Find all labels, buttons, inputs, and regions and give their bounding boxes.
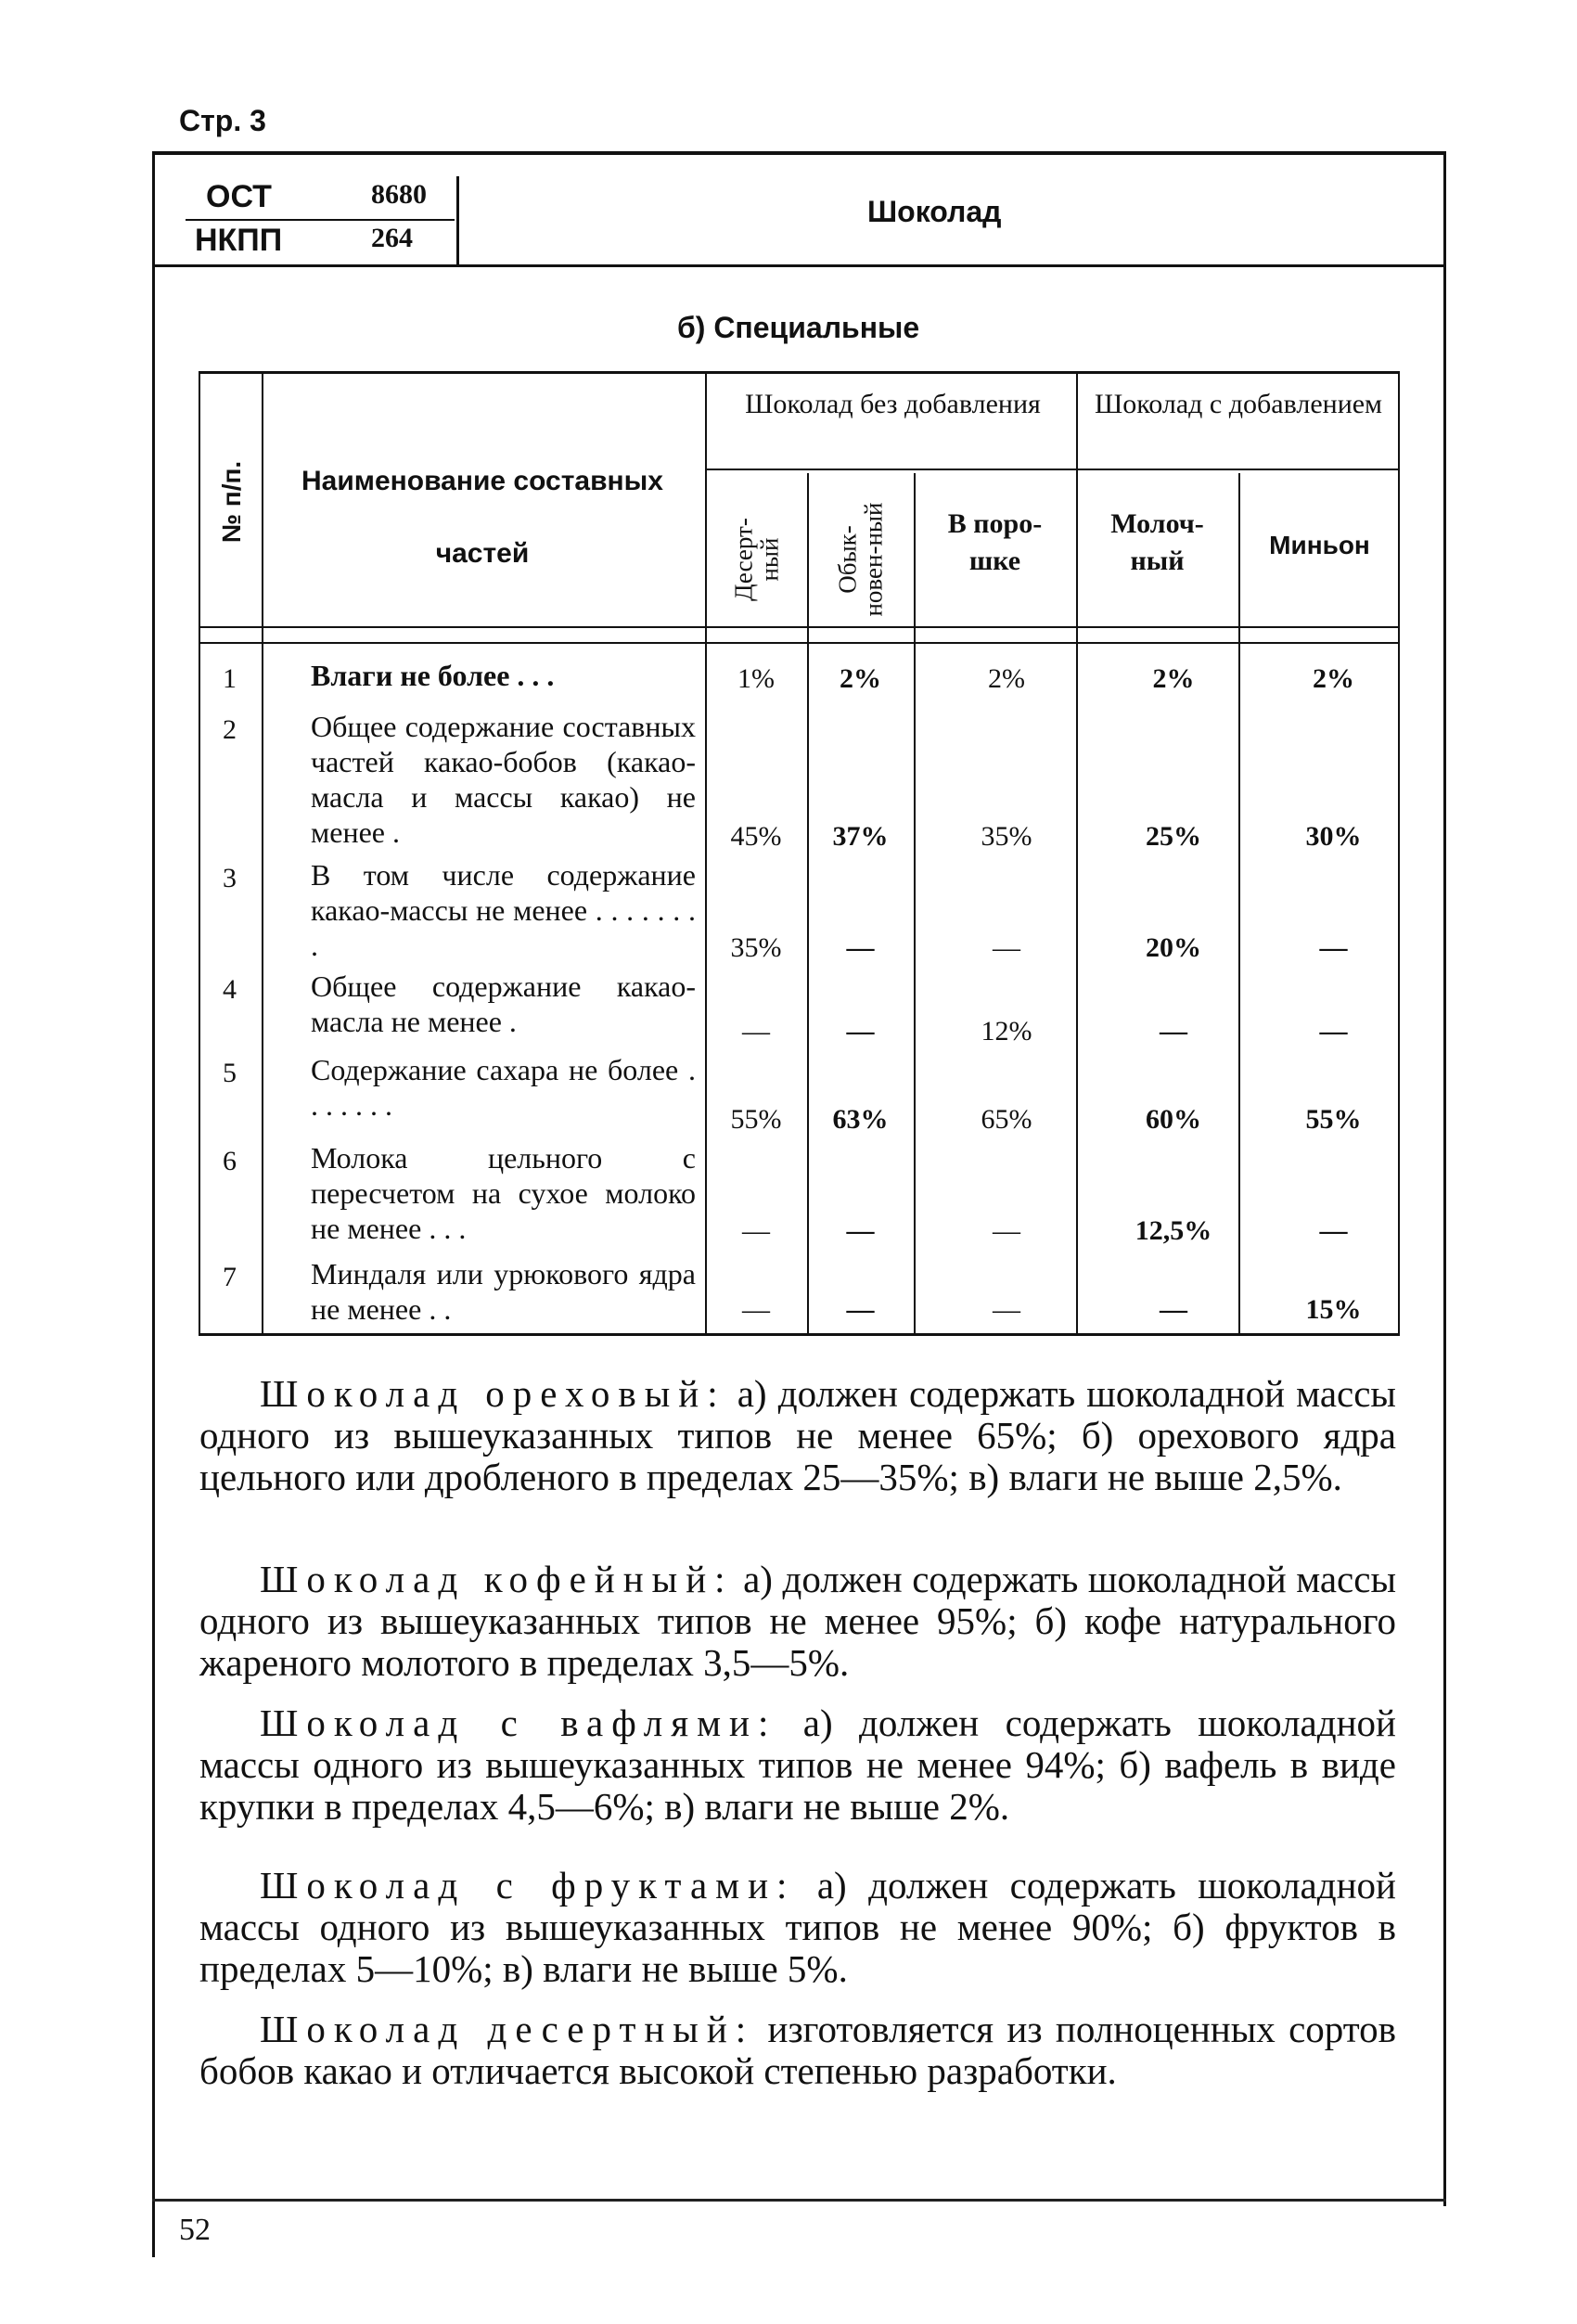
row-value: — — [846, 932, 875, 963]
row-value: — — [846, 1016, 875, 1046]
row-value: — — [742, 1016, 770, 1046]
row-value: — — [993, 1294, 1020, 1325]
row-value: — — [1160, 1016, 1187, 1046]
table-vline-number — [262, 371, 263, 1336]
row-value: — — [742, 1294, 770, 1325]
row-number: 7 — [223, 1262, 237, 1292]
section-title: б) Специальные — [677, 311, 920, 344]
table-vline-name — [705, 371, 707, 1336]
sub-header-dessert: Десерт-ный — [729, 518, 784, 601]
sub-header-milk: Молоч-ный — [1110, 508, 1204, 576]
row-value: — — [1319, 1215, 1348, 1246]
row-name: Общее содержание какао-масла не менее . — [311, 969, 696, 1038]
table-vline-group — [1076, 371, 1078, 1336]
header-fraction-line — [186, 219, 455, 221]
row-value: 25% — [1146, 821, 1201, 852]
row-value: — — [1160, 1294, 1187, 1325]
row-value: 2% — [988, 663, 1025, 694]
row-value: 12,5% — [1135, 1215, 1212, 1246]
standard-number-top: 8680 — [371, 179, 427, 210]
header-divider — [456, 176, 459, 264]
row-value: 55% — [1305, 1104, 1362, 1135]
col-name-header: Наименование составных частей — [301, 466, 663, 569]
paragraph-text: а) должен содержать шоколадной массы одного из вышеуказанных типов не менее 94%; б) вафель в виде крупки в пределах 4,5—6%; в) влаги не выше 2%. — [199, 1701, 1396, 1828]
row-value: 15% — [1305, 1294, 1362, 1325]
sub-header-ordinary: Обык-новен-ный — [833, 502, 888, 617]
paragraph-lead: Шоколад с фруктами: — [260, 1864, 796, 1907]
row-value: 45% — [730, 821, 782, 852]
row-name: Миндаля или урюкового ядра не менее . . — [311, 1257, 696, 1326]
group-header-without: Шоколад без добавления — [745, 389, 1041, 419]
table-body-line — [199, 642, 1400, 644]
row-number: 4 — [223, 974, 237, 1005]
paragraph — [199, 1865, 1396, 1990]
row-value: — — [993, 1215, 1020, 1246]
col-number-header: № п/п. — [217, 460, 246, 544]
row-value: 65% — [981, 1104, 1032, 1135]
table-top-line — [199, 371, 1400, 374]
row-name: В том числе содержание какао-массы не менее . . . . . . . . — [311, 858, 696, 962]
standard-top: ОСТ — [206, 179, 272, 214]
paragraph-text: изготовляется из полноценных сортов бобов какао и отличается высокой степенью разработки. — [199, 2008, 1396, 2092]
table-bottom-line — [199, 1333, 1400, 1336]
frame-line-left — [152, 151, 155, 2257]
row-value: 30% — [1305, 821, 1362, 852]
page-label: Стр. 3 — [179, 104, 266, 137]
paragraph — [199, 1373, 1396, 1498]
row-value: 37% — [832, 821, 889, 852]
row-value: 35% — [730, 932, 782, 963]
table-vline-sub4 — [1238, 473, 1240, 1336]
row-value: — — [1319, 1016, 1348, 1046]
row-value: 2% — [1152, 663, 1195, 694]
paragraph — [199, 1559, 1396, 1684]
row-number: 2 — [223, 714, 237, 745]
standard-bottom: НКПП — [195, 223, 283, 258]
table-vline-left — [199, 371, 200, 1336]
row-value: — — [742, 1215, 770, 1246]
frame-line-header-bottom — [152, 264, 1446, 267]
paragraph-text: а) должен содержать шоколадной массы одного из вышеуказанных типов не менее 65%; б) орехового ядра цельного или дробленого в пределах 25—35%; в) влаги не выше 2,5%. — [199, 1372, 1396, 1498]
row-number: 6 — [223, 1146, 237, 1176]
document-title: Шоколад — [867, 195, 1002, 228]
frame-line-bottom — [152, 2199, 1446, 2202]
paragraph-lead: Шоколад с вафлями: — [260, 1701, 777, 1744]
sub-header-powder: В поро-шке — [947, 508, 1043, 576]
sub-header-mignon: Миньон — [1269, 531, 1370, 559]
row-value: 1% — [737, 663, 775, 694]
row-name: Влаги не более . . . — [311, 659, 555, 692]
row-number: 3 — [223, 863, 237, 893]
frame-line-top — [152, 151, 1446, 155]
paragraph-lead: Шоколад десертный: — [260, 2008, 755, 2050]
paragraph-lead: Шоколад кофейный: — [260, 1558, 734, 1600]
row-number: 1 — [223, 663, 237, 694]
row-name: Содержание сахара не более . . . . . . . — [311, 1053, 696, 1122]
row-name: Общее содержание составных частей какао-бобов (какао-масла и массы какао) не менее . — [311, 710, 696, 849]
row-value: — — [1319, 932, 1348, 963]
row-value: 2% — [1313, 663, 1354, 694]
row-value: 60% — [1146, 1104, 1201, 1135]
standard-number-bottom: 264 — [371, 223, 413, 253]
table-vline-sub1 — [807, 473, 809, 1336]
row-value: — — [846, 1215, 875, 1246]
frame-line-right — [1443, 151, 1446, 2206]
table-group-line — [705, 469, 1398, 470]
row-value: 12% — [981, 1016, 1032, 1046]
row-value: — — [846, 1294, 875, 1325]
row-number: 5 — [223, 1058, 237, 1088]
row-value: 20% — [1146, 932, 1201, 963]
row-value: 63% — [832, 1104, 889, 1135]
row-value: 55% — [730, 1104, 782, 1135]
paragraph-lead: Шоколад ореховый: — [260, 1372, 726, 1415]
paragraph — [199, 2009, 1396, 2092]
paragraph — [199, 1702, 1396, 1828]
row-name: Молока цельного с пересчетом на сухое молоко не менее . . . — [311, 1141, 696, 1245]
table-vline-sub2 — [914, 473, 916, 1336]
row-value: 2% — [840, 663, 881, 694]
row-value: — — [993, 932, 1020, 963]
group-header-with: Шоколад с добавлением — [1094, 389, 1383, 419]
paragraph-text: а) должен содержать шоколадной массы одного из вышеуказанных типов не менее 90%; б) фруктов в пределах 5—10%; в) влаги не выше 5%. — [199, 1864, 1396, 1990]
paragraph-text: а) должен содержать шоколадной массы одного из вышеуказанных типов не менее 95%; б) кофе натурального жареного молотого в пределах 3,5—5%. — [199, 1558, 1396, 1684]
row-value: 35% — [981, 821, 1032, 852]
page-number: 52 — [179, 2213, 211, 2247]
table-vline-right — [1398, 371, 1400, 1336]
table-header-line — [199, 626, 1400, 628]
